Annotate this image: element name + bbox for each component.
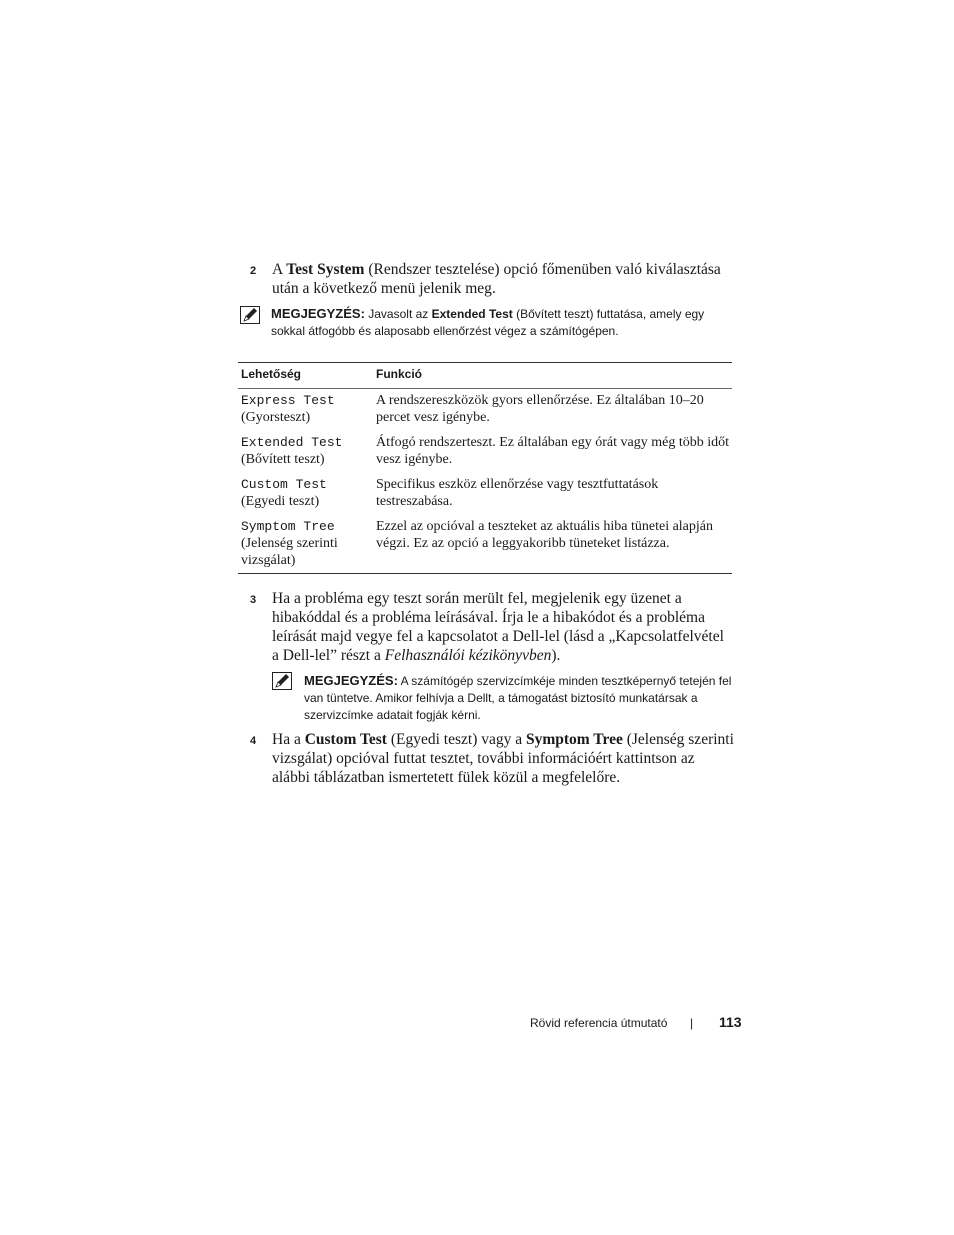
header-function: Funkció xyxy=(376,367,423,381)
step-2-text: A Test System (Rendszer tesztelése) opció főmenüben való kiválasztása után a következő menü jelenik meg. xyxy=(272,261,721,297)
option-description: Specifikus eszköz ellenőrzése vagy tesztfuttatások testreszabása. xyxy=(376,477,659,509)
option-name: (Bővített teszt) xyxy=(241,452,325,467)
option-code: Custom Test xyxy=(241,477,327,492)
option-description: Ezzel az opcióval a teszteket az aktuális hiba tünetei alapján végzi. Ez az opció a leggyakoribb tüneteket listázza. xyxy=(376,519,713,551)
footer-separator: | xyxy=(690,1016,694,1030)
option-code: Extended Test xyxy=(241,435,343,450)
table-header-rule xyxy=(238,388,732,389)
note-label: MEGJEGYZÉS: xyxy=(271,306,365,321)
option-name: (Egyedi teszt) xyxy=(241,494,320,509)
option-code: Symptom Tree xyxy=(241,519,335,534)
table-top-rule xyxy=(238,362,732,363)
step-number: 2 xyxy=(250,265,257,277)
option-name: (Jelenség szerinti vizsgálat) xyxy=(241,536,338,568)
step-number: 4 xyxy=(250,735,257,747)
note-2: MEGJEGYZÉS: A számítógép szervizcímkéje minden tesztképernyő tetején fel van tüntetve. Amikor felhívja a Dellt, a támogatást biztosító munkatársak a szervizcímke adatait fogják kérni. xyxy=(304,673,732,722)
table-bottom-rule xyxy=(238,573,732,574)
option-name: (Gyorsteszt) xyxy=(241,410,311,425)
step-4-text: Ha a Custom Test (Egyedi teszt) vagy a Symptom Tree (Jelenség szerinti vizsgálat) opcióval futtat tesztet, további információért kattintson az alábbi táblázatban ismertetett fülek közül a megfelelőre. xyxy=(272,731,734,786)
note-pencil-icon xyxy=(240,306,260,324)
step-3-text: Ha a probléma egy teszt során merült fel, megjelenik egy üzenet a hibakóddal és a probléma leírásával. Írja le a hibakódot és a probléma leírását majd vegye fel a kapcsolatot a Dell-lel (lásd a „Kapcsolatfelvétel a Dell-lel” részt a Felhasználói kézikönyvben). xyxy=(272,590,724,664)
step-number: 3 xyxy=(250,594,257,606)
footer-title: Rövid referencia útmutató xyxy=(530,1016,668,1030)
note-pencil-icon xyxy=(272,672,292,690)
menu-option-name: Test System xyxy=(286,261,365,278)
option-description: Átfogó rendszerteszt. Ez általában egy órát vagy még több időt vesz igénybe. xyxy=(376,435,729,467)
manual-title: Felhasználói kézikönyvben xyxy=(384,647,552,664)
note-label: MEGJEGYZÉS: xyxy=(304,673,398,688)
page-number: 113 xyxy=(719,1014,742,1030)
note-1: MEGJEGYZÉS: Javasolt az Extended Test (Bővített teszt) futtatása, amely egy sokkal átfogóbb és alaposabb ellenőrzést végez a számítógépen. xyxy=(271,306,705,338)
option-code: Express Test xyxy=(241,393,335,408)
option-description: A rendszereszközök gyors ellenőrzése. Ez általában 10–20 percet vesz igénybe. xyxy=(376,393,704,425)
header-option: Lehetőség xyxy=(241,367,302,381)
